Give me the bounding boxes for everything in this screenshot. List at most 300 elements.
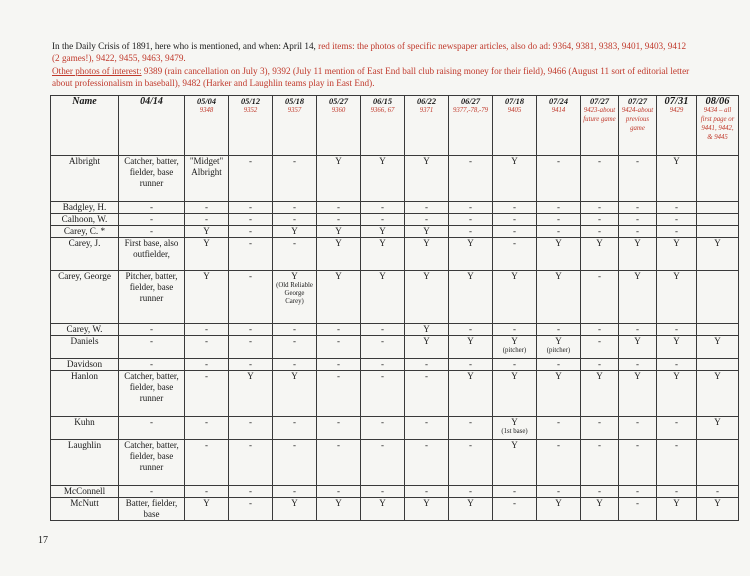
table-row — [51, 486, 739, 498]
mention-cell — [273, 336, 317, 359]
mention-value: Y — [714, 371, 721, 381]
mention-cell — [697, 498, 739, 521]
mention-value: - — [249, 271, 252, 281]
mention-value: Y — [379, 238, 386, 248]
intro-paragraph — [52, 40, 692, 90]
mention-cell — [619, 498, 657, 521]
player-name: Daniels — [51, 336, 119, 359]
mention-value: - — [513, 486, 516, 496]
mention-value: - — [293, 324, 296, 334]
mention-cell — [697, 371, 739, 417]
mention-value: - — [249, 417, 252, 427]
mention-cell — [317, 440, 361, 486]
mention-cell — [361, 202, 405, 214]
mention-value: - — [513, 226, 516, 236]
mention-value: - — [205, 440, 208, 450]
mention-value: - — [293, 486, 296, 496]
mention-value: - — [469, 440, 472, 450]
player-position: - — [119, 324, 185, 336]
player-position: - — [119, 202, 185, 214]
header-date: 05/18 — [284, 97, 305, 106]
mention-cell — [405, 202, 449, 214]
mention-cell — [657, 156, 697, 202]
mention-cell — [449, 238, 493, 271]
mention-cell — [537, 202, 581, 214]
mention-value: - — [425, 371, 428, 381]
mention-value: Y — [423, 226, 430, 236]
mention-cell — [361, 336, 405, 359]
mention-cell — [273, 417, 317, 440]
mention-cell — [657, 226, 697, 238]
mention-cell — [537, 498, 581, 521]
mention-value: Y — [467, 498, 474, 508]
mention-cell — [229, 271, 273, 324]
mention-cell — [581, 336, 619, 359]
mention-cell — [493, 324, 537, 336]
mention-cell — [697, 271, 739, 324]
mention-cell — [619, 238, 657, 271]
header-date-col — [185, 96, 229, 156]
mention-value: - — [636, 202, 639, 212]
mention-value: - — [381, 440, 384, 450]
mention-cell — [581, 271, 619, 324]
mention-cell — [317, 156, 361, 202]
table-body — [51, 156, 739, 521]
player-name: Carey, C. * — [51, 226, 119, 238]
mention-value: Y — [335, 271, 342, 281]
mention-cell — [697, 359, 739, 371]
player-position: - — [119, 214, 185, 226]
mention-value: Y — [467, 238, 474, 248]
mention-cell — [317, 336, 361, 359]
mention-value: - — [381, 359, 384, 369]
mention-cell — [493, 156, 537, 202]
player-name: Calhoon, W. — [51, 214, 119, 226]
mention-value: - — [425, 202, 428, 212]
player-name: Carey, J. — [51, 238, 119, 271]
mention-value: - — [249, 202, 252, 212]
mention-cell — [273, 486, 317, 498]
mention-cell — [581, 417, 619, 440]
mention-cell — [697, 214, 739, 226]
mention-value: Y — [511, 156, 518, 166]
mention-cell — [361, 417, 405, 440]
other-photos-text: 9389 (rain cancellation on July 3), 9392 (July 11 mention of East End ball club raising money for their field), 9466 (August 11 sort of editorial letter about professionalism in baseball), 9482 (Harker and Laughlin teams play in East End). — [52, 65, 690, 89]
mention-value: Y — [291, 226, 298, 236]
mention-value: Y — [596, 238, 603, 248]
mention-value: - — [381, 486, 384, 496]
mention-value: - — [469, 486, 472, 496]
mention-value: - — [249, 440, 252, 450]
mention-cell — [405, 324, 449, 336]
page-number: 17 — [38, 535, 48, 546]
mention-cell — [405, 417, 449, 440]
header-date-col — [697, 96, 739, 156]
mention-cell — [185, 417, 229, 440]
mention-value: - — [205, 324, 208, 334]
player-name: Badgley, H. — [51, 202, 119, 214]
mention-cell — [229, 359, 273, 371]
player-position: - — [119, 359, 185, 371]
mention-cell — [619, 417, 657, 440]
mention-value: - — [469, 324, 472, 334]
player-name: Albright — [51, 156, 119, 202]
mention-value: - — [557, 359, 560, 369]
mention-cell — [493, 238, 537, 271]
mention-cell — [581, 156, 619, 202]
table-row — [51, 359, 739, 371]
mention-cell — [361, 214, 405, 226]
table-row — [51, 417, 739, 440]
mention-value: Y — [203, 226, 210, 236]
header-photo-ref: 9405 — [507, 107, 522, 114]
mention-value: Y — [467, 336, 474, 346]
mention-cell — [317, 498, 361, 521]
player-name: Laughlin — [51, 440, 119, 486]
mention-cell — [493, 417, 537, 440]
mention-value: Y — [673, 498, 680, 508]
mention-cell — [537, 359, 581, 371]
mention-cell — [317, 202, 361, 214]
mention-value: Y — [714, 238, 721, 248]
mention-value: - — [598, 226, 601, 236]
mention-value: - — [716, 486, 719, 496]
header-photo-ref: 9366, 67 — [370, 107, 395, 114]
header-date-col — [657, 96, 697, 156]
mention-cell — [185, 324, 229, 336]
mention-cell — [361, 359, 405, 371]
mention-value: - — [249, 486, 252, 496]
mention-value: Y — [379, 156, 386, 166]
intro-text: In the Daily Crisis of 1891, here who is mentioned, and when: April 14, — [52, 41, 319, 51]
mention-value: - — [598, 486, 601, 496]
mention-value: - — [381, 417, 384, 427]
mention-value: - — [249, 156, 252, 166]
mention-value: - — [469, 202, 472, 212]
mention-cell — [657, 202, 697, 214]
mention-value: - — [381, 202, 384, 212]
mention-cell — [493, 440, 537, 486]
mention-cell — [493, 498, 537, 521]
header-date-col — [229, 96, 273, 156]
mention-value: - — [557, 417, 560, 427]
mention-value: - — [636, 359, 639, 369]
mention-cell — [273, 271, 317, 324]
mention-cell — [273, 440, 317, 486]
header-date-col — [273, 96, 317, 156]
player-position: First base, also outfielder, — [119, 238, 185, 271]
mention-value: - — [636, 214, 639, 224]
mention-cell — [273, 371, 317, 417]
header-date: 07/24 — [548, 97, 569, 106]
mention-cell — [405, 271, 449, 324]
mention-value: - — [469, 359, 472, 369]
mention-cell — [581, 371, 619, 417]
player-name: McNutt — [51, 498, 119, 521]
mention-value: - — [598, 324, 601, 334]
mention-value: Y — [714, 336, 721, 346]
mention-cell — [657, 238, 697, 271]
mention-cell — [493, 359, 537, 371]
header-date: 05/27 — [328, 97, 349, 106]
mention-cell — [229, 336, 273, 359]
mention-cell — [317, 417, 361, 440]
mention-cell — [619, 486, 657, 498]
mention-cell — [229, 417, 273, 440]
mention-value: - — [636, 440, 639, 450]
mention-value: - — [205, 371, 208, 381]
header-photo-ref: 9423-about future game — [583, 107, 616, 123]
mention-cell — [361, 498, 405, 521]
header-date-col — [581, 96, 619, 156]
mention-cell — [537, 324, 581, 336]
mention-value: Y — [555, 371, 562, 381]
mention-value: Y — [335, 156, 342, 166]
mention-cell — [273, 202, 317, 214]
mention-cell — [185, 214, 229, 226]
mentions-table — [50, 95, 739, 521]
table-row — [51, 238, 739, 271]
mention-value: - — [425, 417, 428, 427]
mention-cell — [229, 371, 273, 417]
mention-value: Y — [203, 498, 210, 508]
mention-value: - — [598, 336, 601, 346]
mention-cell — [619, 324, 657, 336]
mention-cell — [405, 226, 449, 238]
mention-cell — [657, 214, 697, 226]
mention-value: Y — [423, 498, 430, 508]
mention-cell — [657, 417, 697, 440]
mention-value: - — [557, 486, 560, 496]
header-date-0414: 04/14 — [119, 96, 185, 156]
mention-value: - — [425, 214, 428, 224]
mention-value: - — [557, 226, 560, 236]
mention-cell — [185, 486, 229, 498]
mention-value: Y — [423, 271, 430, 281]
mention-cell — [493, 226, 537, 238]
player-position: Catcher, batter, fielder, base runner — [119, 371, 185, 417]
player-position: - — [119, 226, 185, 238]
header-photo-ref: 9434 – all first page or 9441, 9442, & 9445 — [700, 107, 735, 141]
mention-value: - — [249, 336, 252, 346]
mention-value: Y — [511, 417, 518, 427]
mention-cell — [537, 336, 581, 359]
mention-value: - — [381, 371, 384, 381]
mention-value: Y — [379, 226, 386, 236]
mention-value: Y — [634, 271, 641, 281]
mention-value: - — [598, 440, 601, 450]
player-name: Kuhn — [51, 417, 119, 440]
player-position: Catcher, batter, fielder, base runner — [119, 440, 185, 486]
mention-value: Y — [203, 271, 210, 281]
mention-cell — [449, 371, 493, 417]
header-photo-ref: 9348 — [199, 107, 214, 114]
mention-value: - — [675, 214, 678, 224]
mention-value: - — [205, 214, 208, 224]
mention-cell — [361, 371, 405, 417]
mention-value: - — [675, 202, 678, 212]
mention-cell — [449, 271, 493, 324]
mention-cell — [405, 440, 449, 486]
mention-value: - — [598, 202, 601, 212]
mention-value: - — [636, 324, 639, 334]
mention-value: Y — [335, 226, 342, 236]
header-photo-ref: 9424-about previous game — [621, 107, 654, 132]
mention-value: Y — [596, 498, 603, 508]
header-name: Name — [51, 96, 119, 156]
mention-cell — [657, 271, 697, 324]
player-position: Batter, fielder, base — [119, 498, 185, 521]
player-name: Hanlon — [51, 371, 119, 417]
mention-cell — [619, 336, 657, 359]
mention-cell — [273, 324, 317, 336]
mention-value: Y — [291, 271, 298, 281]
mention-value: - — [598, 417, 601, 427]
mention-value: Y — [634, 336, 641, 346]
mention-cell — [657, 359, 697, 371]
player-position: - — [119, 417, 185, 440]
mention-value: Y — [555, 498, 562, 508]
mention-cell — [229, 324, 273, 336]
mention-cell — [657, 498, 697, 521]
mention-cell — [185, 226, 229, 238]
mention-value: Y — [634, 371, 641, 381]
mention-value: - — [381, 324, 384, 334]
mention-value: - — [293, 202, 296, 212]
table-row — [51, 156, 739, 202]
mention-cell — [361, 440, 405, 486]
mention-value: Y — [673, 336, 680, 346]
mention-cell — [581, 324, 619, 336]
mention-cell — [449, 324, 493, 336]
mention-value: Y — [335, 498, 342, 508]
mention-cell — [229, 238, 273, 271]
header-date-col — [361, 96, 405, 156]
mention-value: Y — [203, 238, 210, 248]
mention-cell — [405, 156, 449, 202]
mention-cell — [581, 486, 619, 498]
mention-value: - — [205, 336, 208, 346]
mention-cell — [537, 417, 581, 440]
mention-note: (1st base) — [501, 427, 528, 435]
mention-value: - — [293, 440, 296, 450]
mention-cell — [449, 440, 493, 486]
mention-value: - — [293, 214, 296, 224]
mention-cell — [581, 226, 619, 238]
mention-value: Y — [673, 156, 680, 166]
mention-value: Y — [596, 371, 603, 381]
mention-cell — [697, 440, 739, 486]
mention-cell — [229, 498, 273, 521]
mention-value: - — [249, 214, 252, 224]
mention-value: - — [249, 359, 252, 369]
mention-value: - — [675, 486, 678, 496]
mention-cell — [581, 202, 619, 214]
mention-value: - — [337, 417, 340, 427]
mention-value: Y — [467, 271, 474, 281]
mention-cell — [619, 202, 657, 214]
mention-value: - — [337, 324, 340, 334]
mention-value: - — [425, 440, 428, 450]
mention-cell — [405, 238, 449, 271]
mention-value: - — [598, 271, 601, 281]
mention-cell — [537, 271, 581, 324]
mention-cell — [361, 271, 405, 324]
mention-cell — [273, 238, 317, 271]
mention-value: - — [675, 440, 678, 450]
mention-cell — [185, 156, 229, 202]
mention-cell — [317, 226, 361, 238]
mention-cell — [449, 336, 493, 359]
mention-cell — [657, 371, 697, 417]
header-photo-ref: 9371 — [419, 107, 434, 114]
mention-value: Y — [673, 371, 680, 381]
mention-value: - — [293, 417, 296, 427]
mention-cell — [493, 202, 537, 214]
header-date: 07/27 — [627, 97, 648, 106]
mention-cell — [619, 440, 657, 486]
mention-cell — [317, 371, 361, 417]
header-date-col — [493, 96, 537, 156]
header-date-col — [537, 96, 581, 156]
mention-value: - — [337, 440, 340, 450]
mention-cell — [317, 238, 361, 271]
mention-cell — [361, 226, 405, 238]
mention-cell — [537, 214, 581, 226]
table-row — [51, 371, 739, 417]
mention-cell — [449, 214, 493, 226]
mention-value: Y — [291, 498, 298, 508]
table-row — [51, 271, 739, 324]
mention-value: - — [205, 486, 208, 496]
mention-value: Y — [291, 371, 298, 381]
header-date: 05/12 — [240, 97, 261, 106]
mention-value: - — [636, 417, 639, 427]
mention-value: Y — [555, 238, 562, 248]
mention-cell — [619, 214, 657, 226]
mention-value: - — [598, 156, 601, 166]
mention-value: - — [249, 226, 252, 236]
header-photo-ref: 9377,-78,-79 — [452, 107, 489, 114]
mention-value: - — [636, 156, 639, 166]
table-row — [51, 324, 739, 336]
header-photo-ref: 9352 — [243, 107, 258, 114]
header-date-col — [449, 96, 493, 156]
mention-cell — [493, 336, 537, 359]
mention-cell — [537, 156, 581, 202]
mention-value: - — [469, 417, 472, 427]
mention-cell — [697, 324, 739, 336]
mention-value: Y — [511, 371, 518, 381]
mention-cell — [405, 486, 449, 498]
mention-cell — [273, 498, 317, 521]
mention-value: - — [337, 371, 340, 381]
mention-cell — [581, 214, 619, 226]
header-date: 05/04 — [196, 97, 217, 106]
table-row — [51, 202, 739, 214]
mention-value: - — [513, 359, 516, 369]
player-name: Davidson — [51, 359, 119, 371]
table-row — [51, 214, 739, 226]
mention-cell — [449, 498, 493, 521]
header-date: 06/27 — [460, 97, 481, 106]
mention-value: - — [675, 324, 678, 334]
mention-cell — [317, 214, 361, 226]
table-row — [51, 226, 739, 238]
mention-value: Y — [379, 498, 386, 508]
mention-value: - — [513, 238, 516, 248]
mention-cell — [185, 359, 229, 371]
